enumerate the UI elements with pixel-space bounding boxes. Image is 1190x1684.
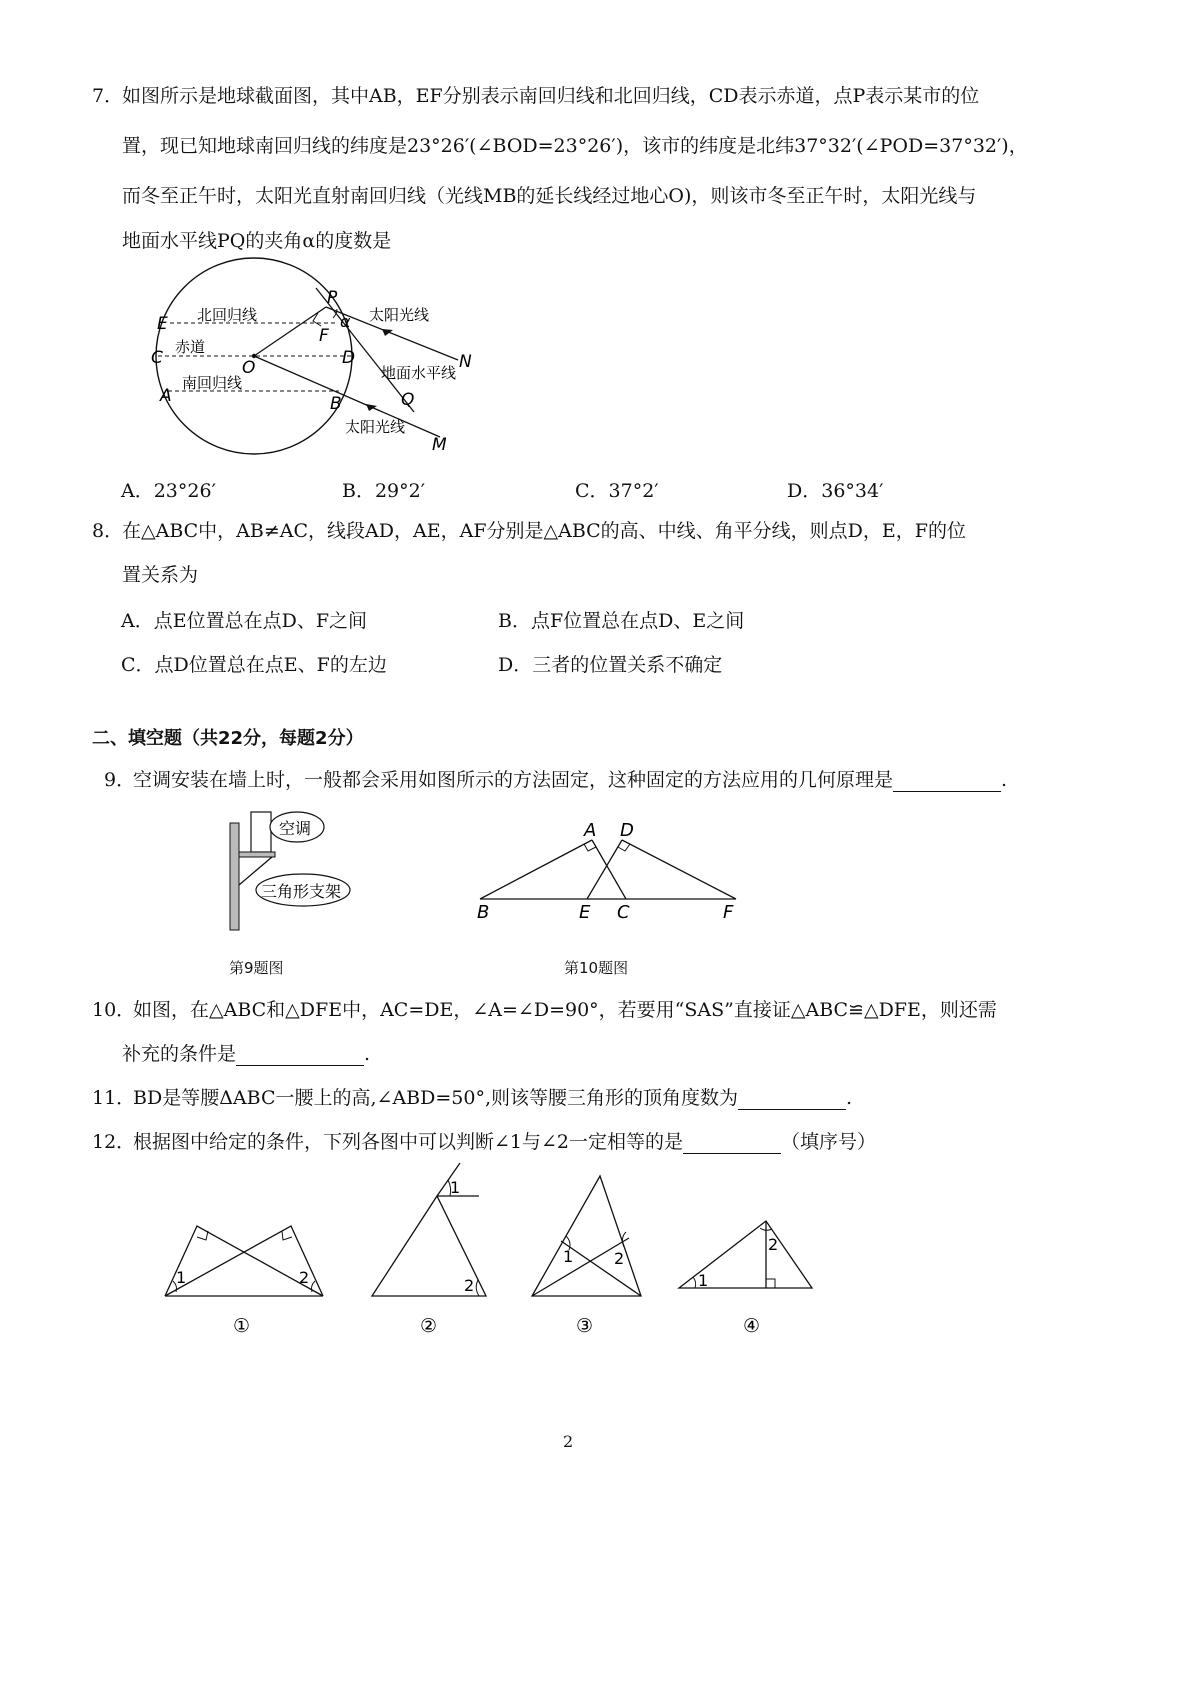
q9-answer-blank — [893, 773, 1001, 792]
fig4-angle-2: 2 — [768, 1235, 779, 1254]
label-e: E — [579, 902, 591, 923]
q12-text-body: 根据图中给定的条件，下列各图中可以判断∠1与∠2一定相等的是 — [133, 1131, 684, 1153]
fig2-label: ② — [420, 1315, 438, 1337]
label-c: C — [617, 902, 630, 923]
fig1-angle-2: 2 — [299, 1268, 310, 1287]
aircon-unit — [251, 812, 271, 852]
label-north-tropic: 北回归线 — [197, 306, 258, 324]
label-m: M — [432, 435, 447, 455]
wall — [230, 823, 239, 930]
fig3-label: ③ — [576, 1315, 594, 1337]
q8-line-2: 置关系为 — [122, 564, 199, 586]
q9-text — [133, 768, 1007, 792]
page-number: 2 — [563, 1432, 574, 1451]
label-b: B — [330, 394, 342, 414]
label-n: N — [459, 352, 472, 372]
q7-earth-figure — [150, 280, 490, 455]
q7-option-b: B．29°2′ — [342, 480, 426, 502]
q12-figure-1 — [165, 1226, 323, 1296]
label-bracket: 三角形支架 — [261, 882, 342, 901]
q7-line-1: 如图所示是地球截面图，其中AB，EF分别表示南回归线和北回归线，CD表示赤道，点P表示某市的位 — [122, 85, 980, 107]
label-a: A — [584, 820, 597, 841]
section-2-title: 二、填空题（共22分，每题2分） — [92, 728, 364, 749]
label-b: B — [477, 902, 490, 923]
q11-answer-blank — [738, 1091, 846, 1110]
fig3-angle-2: 2 — [614, 1249, 625, 1268]
q8-number: 8． — [92, 520, 124, 542]
q10-caption: 第10题图 — [564, 959, 629, 977]
q9-caption: 第9题图 — [229, 959, 284, 977]
radius-op — [254, 307, 326, 356]
q7-line-2: 置，现已知地球南回归线的纬度是23°26′(∠BOD=23°26′)，该市的纬度是北纬37°32′(∠POD=37°32′)， — [122, 135, 1028, 157]
q8-option-a: A．点E位置总在点D、F之间 — [121, 610, 368, 632]
q10-triangles-figure — [470, 815, 750, 925]
label-equator: 赤道 — [175, 338, 206, 356]
q7-option-d: D．36°34′ — [787, 480, 884, 502]
line-df — [622, 840, 736, 899]
fig2-angle-2: 2 — [464, 1276, 475, 1295]
fig2-angle-1: 1 — [450, 1178, 461, 1197]
label-o: O — [242, 358, 256, 378]
label-d: D — [342, 348, 356, 368]
q7-line-4: 地面水平线PQ的夹角α的度数是 — [122, 230, 392, 252]
sun-ray-mb-arrow — [366, 404, 377, 411]
label-a: A — [160, 386, 172, 406]
bracket-shelf — [239, 852, 275, 857]
sun-ray-np-arrow — [382, 329, 393, 336]
q12-figures — [155, 1160, 825, 1340]
label-q: Q — [401, 390, 415, 410]
q8-option-d: D．三者的位置关系不确定 — [498, 654, 723, 676]
fig1-label: ① — [233, 1315, 251, 1337]
label-d: D — [620, 820, 634, 841]
q9-text-end: . — [1001, 769, 1008, 791]
q9-number: 9． — [104, 769, 136, 791]
q12-figure-4 — [679, 1221, 812, 1290]
label-p: P — [327, 288, 338, 308]
label-south-tropic: 南回归线 — [182, 374, 243, 392]
right-angle-d — [618, 844, 630, 851]
label-c: C — [151, 348, 163, 368]
q7-number: 7． — [92, 85, 124, 107]
line-ba — [480, 840, 592, 899]
fig4-label: ④ — [743, 1315, 761, 1337]
q10-line-2-end: . — [364, 1043, 371, 1065]
q12-answer-blank — [683, 1135, 781, 1154]
q12-number: 12． — [92, 1131, 136, 1153]
label-sun-ray-1: 太阳光线 — [369, 306, 430, 324]
q10-line-1: 如图，在△ABC和△DFE中，AC=DE，∠A=∠D=90°，若要用“SAS”直接证△ABC≌△DFE，则还需 — [133, 999, 997, 1021]
q12-figure-3 — [532, 1176, 641, 1296]
q8-option-c: C．点D位置总在点E、F的左边 — [121, 654, 387, 676]
q11-text-end: . — [846, 1087, 853, 1109]
q12-text — [133, 1130, 876, 1154]
fig1-angle-1: 1 — [176, 1268, 187, 1287]
label-aircon: 空调 — [279, 819, 312, 838]
q7-option-c: C．37°2′ — [575, 480, 659, 502]
label-e: E — [157, 314, 168, 334]
q10-number: 10． — [92, 999, 136, 1021]
label-alpha: α — [340, 312, 351, 331]
q11-text — [133, 1086, 852, 1110]
q9-text-body: 空调安装在墙上时，一般都会采用如图所示的方法固定，这种固定的方法应用的几何原理是 — [133, 769, 894, 791]
q7-option-a: A．23°26′ — [121, 480, 216, 502]
q12-figure-2 — [372, 1163, 486, 1296]
label-f: F — [723, 902, 734, 923]
q12-text-end: （填序号） — [781, 1131, 877, 1153]
label-f: F — [319, 326, 329, 346]
q8-line-1: 在△ABC中，AB≠AC，线段AD，AE，AF分别是△ABC的高、中线、角平分线，则点D，E，F的位 — [122, 520, 966, 542]
label-sun-ray-2: 太阳光线 — [345, 418, 406, 436]
q9-aircon-figure — [220, 805, 380, 935]
fig4-angle-1: 1 — [698, 1271, 709, 1290]
q10-line-2-body: 补充的条件是 — [122, 1043, 237, 1065]
label-ground-line: 地面水平线 — [381, 364, 457, 382]
q10-line-2 — [122, 1042, 370, 1066]
q8-option-b: B．点F位置总在点D、E之间 — [498, 610, 745, 632]
q7-line-3: 而冬至正午时，太阳光直射南回归线（光线MB的延长线经过地心O)，则该市冬至正午时，太阳光线与 — [122, 185, 977, 207]
q11-text-body: BD是等腰ΔABC一腰上的高,∠ABD=50°,则该等腰三角形的顶角度数为 — [133, 1087, 739, 1109]
fig3-angle-1: 1 — [563, 1247, 574, 1266]
q10-answer-blank — [236, 1047, 364, 1066]
q11-number: 11． — [92, 1087, 136, 1109]
